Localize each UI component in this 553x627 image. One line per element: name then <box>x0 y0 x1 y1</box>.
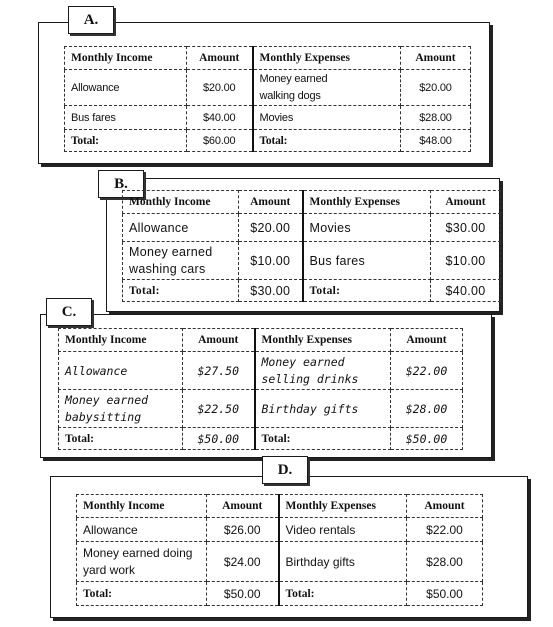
expense-item: Birthday gifts <box>255 390 391 428</box>
expense-item <box>253 70 401 106</box>
total-label: Total: <box>253 130 401 152</box>
expense-item: Birthday gifts <box>279 542 407 582</box>
income-item-text: Money earned doing yard work <box>83 545 193 577</box>
total-label: Total: <box>65 130 187 152</box>
expense-amount: $28.00 <box>391 390 463 428</box>
expense-item-text: Money earned walking dogs <box>259 72 328 102</box>
income-amount: $10.00 <box>239 242 303 280</box>
amount-header: Amount <box>239 191 303 214</box>
total-label: Total: <box>59 428 183 450</box>
income-amount: $22.50 <box>183 390 255 428</box>
income-total: $50.00 <box>207 582 279 606</box>
expense-amount: $28.00 <box>401 106 471 130</box>
amount-header: Amount <box>401 47 471 70</box>
panel-d-table <box>76 494 483 606</box>
expense-amount: $10.00 <box>431 242 501 280</box>
expense-header: Monthly Expenses <box>253 47 401 70</box>
panel-d-label: D. <box>262 456 308 484</box>
expense-item-text: Money earned selling drinks <box>261 354 359 386</box>
expense-item: Movies <box>303 214 431 242</box>
amount-header: Amount <box>207 495 279 518</box>
expense-header: Monthly Expenses <box>255 329 391 352</box>
income-header: Monthly Income <box>123 191 239 214</box>
expense-total: $50.00 <box>391 428 463 450</box>
total-label: Total: <box>77 582 207 606</box>
income-item <box>123 242 239 280</box>
income-item: Bus fares <box>65 106 187 130</box>
expense-total: $48.00 <box>401 130 471 152</box>
income-item: Allowance <box>123 214 239 242</box>
expense-amount: $30.00 <box>431 214 501 242</box>
amount-header: Amount <box>407 495 483 518</box>
amount-header: Amount <box>391 329 463 352</box>
income-item-text: Money earned washing cars <box>129 244 213 276</box>
income-amount: $40.00 <box>187 106 253 130</box>
expense-header: Monthly Expenses <box>303 191 431 214</box>
panel-a-label: A. <box>68 6 114 34</box>
income-item <box>59 390 183 428</box>
income-total: $50.00 <box>183 428 255 450</box>
panel-b-table <box>122 190 501 302</box>
panel-a-table <box>64 46 471 152</box>
panel-c-table <box>58 328 463 450</box>
expense-item: Movies <box>253 106 401 130</box>
income-total: $60.00 <box>187 130 253 152</box>
expense-total: $40.00 <box>431 280 501 302</box>
income-item: Allowance <box>77 518 207 542</box>
income-amount: $20.00 <box>239 214 303 242</box>
panel-c-label: C. <box>46 298 92 326</box>
total-label: Total: <box>303 280 431 302</box>
total-label: Total: <box>123 280 239 302</box>
amount-header: Amount <box>183 329 255 352</box>
income-header: Monthly Income <box>59 329 183 352</box>
income-amount: $24.00 <box>207 542 279 582</box>
income-item <box>77 542 207 582</box>
income-amount: $27.50 <box>183 352 255 390</box>
expense-total: $50.00 <box>407 582 483 606</box>
expense-item: Bus fares <box>303 242 431 280</box>
income-header: Monthly Income <box>65 47 187 70</box>
income-amount: $20.00 <box>187 70 253 106</box>
income-item: Allowance <box>59 352 183 390</box>
income-item-text: Money earned babysitting <box>65 392 149 424</box>
expense-item <box>255 352 391 390</box>
income-item: Allowance <box>65 70 187 106</box>
expense-amount: $22.00 <box>391 352 463 390</box>
panel-b-label: B. <box>98 170 144 198</box>
total-label: Total: <box>255 428 391 450</box>
expense-item: Video rentals <box>279 518 407 542</box>
income-header: Monthly Income <box>77 495 207 518</box>
income-total: $30.00 <box>239 280 303 302</box>
expense-amount: $22.00 <box>407 518 483 542</box>
expense-header: Monthly Expenses <box>279 495 407 518</box>
amount-header: Amount <box>187 47 253 70</box>
total-label: Total: <box>279 582 407 606</box>
expense-amount: $28.00 <box>407 542 483 582</box>
income-amount: $26.00 <box>207 518 279 542</box>
expense-amount: $20.00 <box>401 70 471 106</box>
amount-header: Amount <box>431 191 501 214</box>
